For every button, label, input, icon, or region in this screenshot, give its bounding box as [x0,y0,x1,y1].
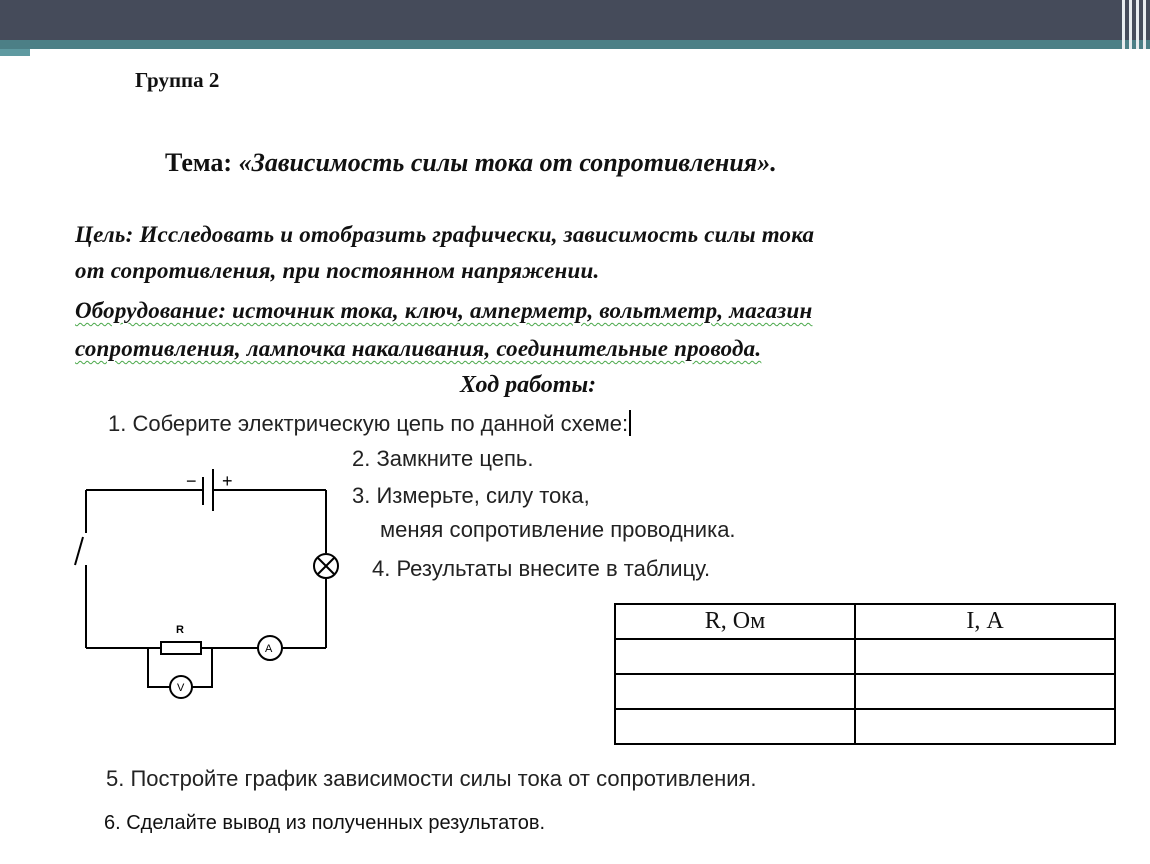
table-cell[interactable] [855,639,1115,674]
slide-corner-stripes [1118,0,1150,49]
battery-plus-label: + [222,471,233,491]
results-table [614,603,1116,745]
table-cell[interactable] [855,674,1115,709]
circuit-diagram [70,465,345,700]
header-current: I, А [855,604,1115,639]
step-4: 4. Результаты внесите в таблицу. [372,556,711,581]
table-cell[interactable] [855,709,1115,744]
ammeter-label: A [265,643,273,655]
topic-label: Тема: [165,148,233,177]
equipment-line-2: сопротивления, лампочка накаливания, соединительные провода. [75,336,762,361]
step-1[interactable] [108,410,631,437]
battery-minus-label: − [186,471,197,491]
equipment-line-1: Оборудование: источник тока, ключ, амперметр, вольтметр, магазин [75,298,813,323]
table-row [615,709,1115,744]
step-2: 2. Замкните цепь. [352,446,534,471]
step-5: 5. Постройте график зависимости силы тока от сопротивления. [106,766,757,791]
step-3-line-1: 3. Измерьте, силу тока, [352,483,590,508]
topic-text: «Зависимость силы тока от сопротивления». [238,148,777,177]
header-resistance: R, Ом [615,604,855,639]
resistor-label: R [176,624,184,636]
table-row [615,674,1115,709]
goal-line-1: Цель: Исследовать и отобразить графически, зависимость силы тока [75,222,815,247]
goal-line-2: от сопротивления, при постоянном напряжении. [75,258,600,283]
step-1-text: 1. Соберите электрическую цепь по данной схеме: [108,411,629,436]
resistor-symbol [161,642,201,654]
table-header-row [615,604,1115,639]
procedure-title: Ход работы: [460,372,597,398]
table-cell[interactable] [615,709,855,744]
text-cursor [629,410,631,436]
step-6: 6. Сделайте вывод из полученных результатов. [104,812,546,834]
slide-accent-bar [0,40,1150,49]
step-3-line-2: меняя сопротивление проводника. [380,517,736,542]
topic-heading [165,148,777,178]
table-cell[interactable] [615,674,855,709]
group-heading: Группа 2 [135,68,220,92]
slide-accent-tab [0,49,30,56]
switch-lever [75,537,83,565]
slide-top-bar [0,0,1150,40]
voltmeter-label: V [177,682,185,694]
table-cell[interactable] [615,639,855,674]
table-row [615,639,1115,674]
